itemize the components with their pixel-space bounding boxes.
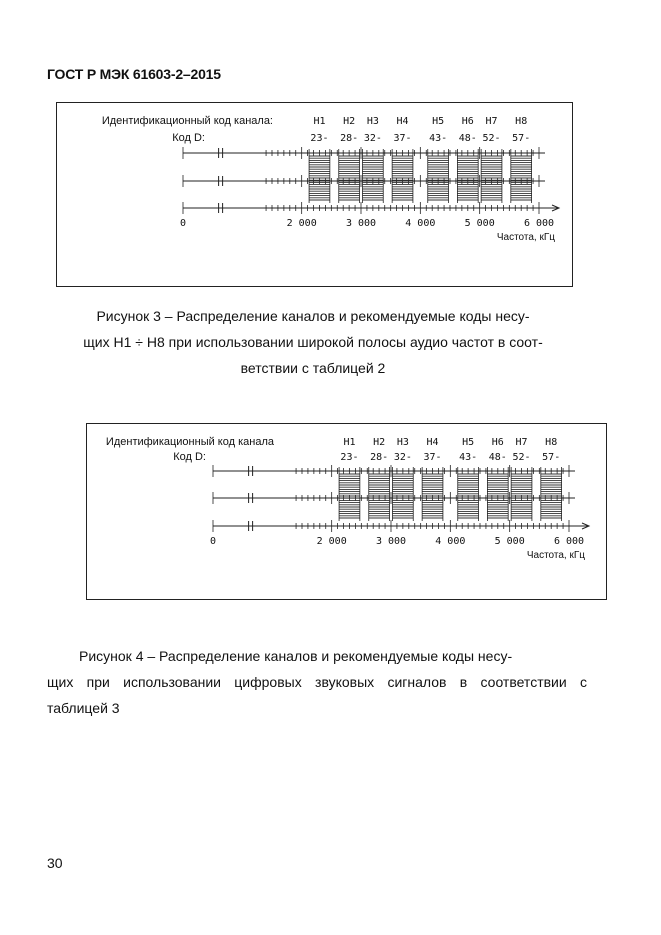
channel-id: H4: [396, 116, 409, 127]
channel-id: H1: [343, 437, 356, 448]
channel-code: 32-: [393, 452, 412, 463]
channel-code: 48-: [488, 452, 507, 463]
channel-id: H6: [491, 437, 504, 448]
frequency-axis-label: Частота, кГц: [496, 232, 555, 243]
tick-label: 4 000: [435, 536, 466, 547]
figure-3-svg: [57, 103, 572, 286]
channel-code: 23-: [310, 133, 329, 144]
figure-3-caption-line: ветствии с таблицей 2: [240, 360, 386, 376]
code-d-label: Код D:: [173, 451, 206, 463]
figure-4-caption-line: таблицей 3: [47, 700, 120, 716]
channel-code: 28-: [370, 452, 389, 463]
figure-3-caption: [50, 303, 576, 381]
figure-3-diagram: [56, 102, 573, 287]
tick-label: 2 000: [316, 536, 347, 547]
document-header: ГОСТ Р МЭК 61603-2–2015: [47, 66, 221, 82]
figure-3-caption-line: Рисунок 3 – Распределение каналов и рекомендуемые коды несу-: [96, 308, 530, 324]
channel-code: 28-: [340, 133, 359, 144]
channel-code: 23-: [340, 452, 359, 463]
channel-code: 43-: [429, 133, 448, 144]
channel-id: H4: [426, 437, 439, 448]
tick-label: 2 000: [286, 218, 317, 229]
tick-label: 6 000: [553, 536, 585, 547]
channel-id: H2: [373, 437, 386, 448]
channel-code: 52-: [482, 133, 501, 144]
page-number: 30: [47, 855, 63, 871]
channel-id: H1: [313, 116, 326, 127]
channel-id: H7: [515, 437, 528, 448]
channel-id: H6: [461, 116, 474, 127]
channel-id: H3: [396, 437, 409, 448]
tick-label: 5 000: [494, 536, 525, 547]
figure-4-caption-line: щих при использовании цифровых звуковых сигналов в соответствии с: [47, 674, 587, 690]
figure-4-svg: [87, 424, 606, 599]
code-d-label: Код D:: [172, 132, 205, 144]
figure-4-caption: [47, 643, 587, 721]
channel-code: 57-: [512, 133, 531, 144]
frequency-axis-label: Частота, кГц: [526, 550, 585, 561]
channel-code: 37-: [393, 133, 412, 144]
channel-code: 32-: [363, 133, 382, 144]
figure-4-caption-line: Рисунок 4 – Распределение каналов и рекомендуемые коды несу-: [79, 648, 513, 664]
tick-label: 0: [179, 218, 187, 229]
channel-code: 43-: [459, 452, 478, 463]
tick-label: 6 000: [523, 218, 555, 229]
channel-id: H5: [432, 116, 445, 127]
tick-label: 4 000: [405, 218, 436, 229]
channel-id: H7: [485, 116, 498, 127]
channel-id: H2: [343, 116, 356, 127]
channel-id-label: Идентификационный код канала:: [101, 115, 273, 127]
channel-code: 57-: [542, 452, 561, 463]
tick-label: 3 000: [345, 218, 377, 229]
figure-3-caption-line: щих H1 ÷ H8 при использовании широкой полосы аудио частот в соот-: [83, 334, 543, 350]
channel-id: H5: [462, 437, 475, 448]
channel-code: 37-: [423, 452, 442, 463]
tick-label: 0: [209, 536, 217, 547]
channel-id: H8: [515, 116, 528, 127]
channel-code: 52-: [512, 452, 531, 463]
tick-label: 3 000: [375, 536, 407, 547]
figure-4-diagram: [86, 423, 607, 600]
channel-id: H3: [366, 116, 379, 127]
channel-id-label: Идентификационный код канала: [105, 436, 274, 448]
tick-label: 5 000: [464, 218, 495, 229]
channel-id: H8: [545, 437, 558, 448]
channel-code: 48-: [458, 133, 477, 144]
